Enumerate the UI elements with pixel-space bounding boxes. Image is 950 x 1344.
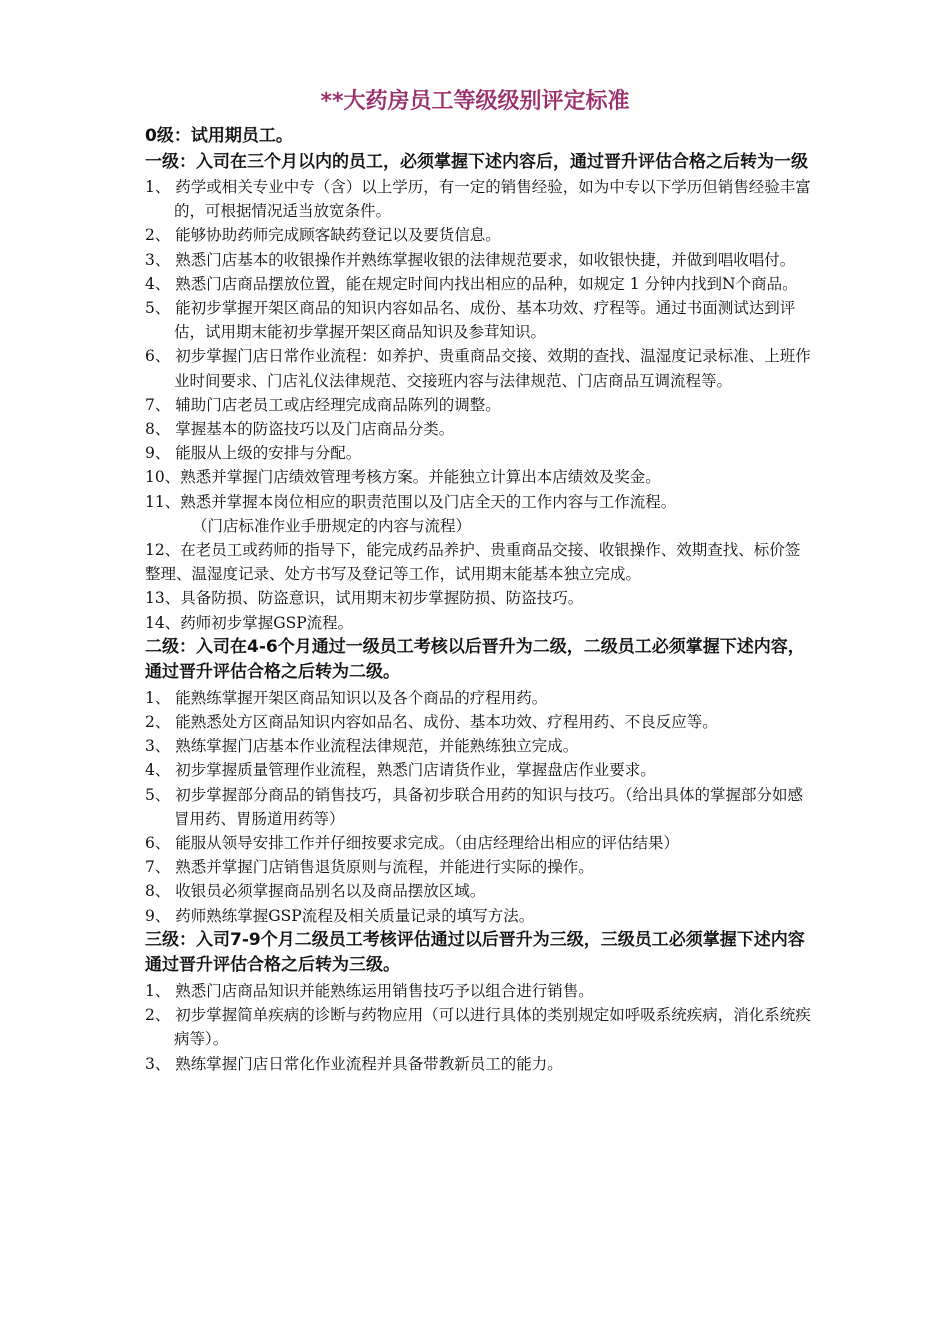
document-body <box>145 124 813 1076</box>
list-item: 4、 初步掌握质量管理作业流程，熟悉门店请货作业，掌握盘店作业要求。 <box>145 761 656 780</box>
list-item: 12、在老员工或药师的指导下，能完成药品养护、贵重商品交接、收银操作、效期查找、标价签整理、温湿度记录、处方书写及登记等工作，试用期末能基本独立完成。 <box>145 541 801 584</box>
list-item: 5、 能初步掌握开架区商品的知识内容如品名、成份、基本功效、疗程等。通过书面测试达到评估，试用期末能初步掌握开架区商品知识及参茸知识。 <box>145 299 796 342</box>
list-item: 1、 熟悉门店商品知识并能熟练运用销售技巧予以组合进行销售。 <box>145 981 594 1000</box>
list-item: 5、 初步掌握部分商品的销售技巧，具备初步联合用药的知识与技巧。（给出具体的掌握部分如感冒用药、胃肠道用药等） <box>145 785 804 828</box>
list-item: 6、 能服从领导安排工作并仔细按要求完成。（由店经理给出相应的评估结果） <box>145 834 680 853</box>
level-2-heading: 二级：入司在4-6个月通过一级员工考核以后晋升为二级，二级员工必须掌握下述内容，通过晋升评估合格之后转为二级。 <box>145 636 805 683</box>
list-item: 2、 能够协助药师完成顾客缺药登记以及要货信息。 <box>145 226 501 245</box>
level-1-list <box>145 175 813 635</box>
list-item: 11、熟悉并掌握本岗位相应的职责范围以及门店全天的工作内容与工作流程。 <box>145 492 677 511</box>
list-item: 1、 药学或相关专业中专（含）以上学历，有一定的销售经验，如为中专以下学历但销售经验丰富的，可根据情况适当放宽条件。 <box>145 178 811 221</box>
list-item: 3、 熟练掌握门店基本作业流程法律规范，并能熟练独立完成。 <box>145 737 579 756</box>
level-0-heading: 0级：试用期员工。 <box>145 126 293 146</box>
list-item: 9、 药师熟练掌握GSP流程及相关质量记录的填写方法。 <box>145 906 535 925</box>
list-item: 8、 掌握基本的防盗技巧以及门店商品分类。 <box>145 420 455 439</box>
list-item: 13、具备防损、防盗意识，试用期末初步掌握防损、防盗技巧。 <box>145 589 584 608</box>
list-item: 6、 初步掌握门店日常作业流程：如养护、贵重商品交接、效期的查找、温湿度记录标准、上班作业时间要求、门店礼仪法律规范、交接班内容与法律规范、门店商品互调流程等。 <box>145 347 811 390</box>
list-item: 7、 辅助门店老员工或店经理完成商品陈列的调整。 <box>145 395 501 414</box>
list-item: 10、熟悉并掌握门店绩效管理考核方案。并能独立计算出本店绩效及奖金。 <box>145 468 661 487</box>
level-1-heading: 一级：入司在三个月以内的员工，必须掌握下述内容后，通过晋升评估合格之后转为一级 <box>145 151 808 172</box>
list-item: 3、 熟练掌握门店日常化作业流程并具备带教新员工的能力。 <box>145 1054 563 1073</box>
level-2-list <box>145 686 813 928</box>
list-item: 2、 初步掌握简单疾病的诊断与药物应用（可以进行具体的类别规定如呼吸系统疾病，消化系统疾病等）。 <box>145 1006 811 1049</box>
level-3-list <box>145 979 813 1076</box>
list-item: 14、药师初步掌握GSP流程。 <box>145 613 354 632</box>
list-item: 4、 熟悉门店商品摆放位置，能在规定时间内找出相应的品种，如规定 1 分钟内找到N个商品。 <box>145 274 798 293</box>
list-item: 9、 能服从上级的安排与分配。 <box>145 444 362 463</box>
level-3-heading: 三级：入司7-9个月二级员工考核评估通过以后晋升为三级，三级员工必须掌握下述内容通过晋升评估合格之后转为三级。 <box>145 929 805 976</box>
list-item: 7、 熟悉并掌握门店销售退货原则与流程，并能进行实际的操作。 <box>145 858 594 877</box>
list-item: 1、 能熟练掌握开架区商品知识以及各个商品的疗程用药。 <box>145 688 548 707</box>
list-item: 2、 能熟悉处方区商品知识内容如品名、成份、基本功效、疗程用药、不良反应等。 <box>145 713 718 732</box>
document-title: **大药房员工等级级别评定标准 <box>320 89 630 114</box>
list-item: 8、 收银员必须掌握商品别名以及商品摆放区域。 <box>145 882 486 901</box>
list-item-note: （门店标准作业手册规定的内容与流程） <box>192 516 472 535</box>
list-item: 3、 熟悉门店基本的收银操作并熟练掌握收银的法律规范要求，如收银快捷，并做到唱收唱付。 <box>145 250 796 269</box>
